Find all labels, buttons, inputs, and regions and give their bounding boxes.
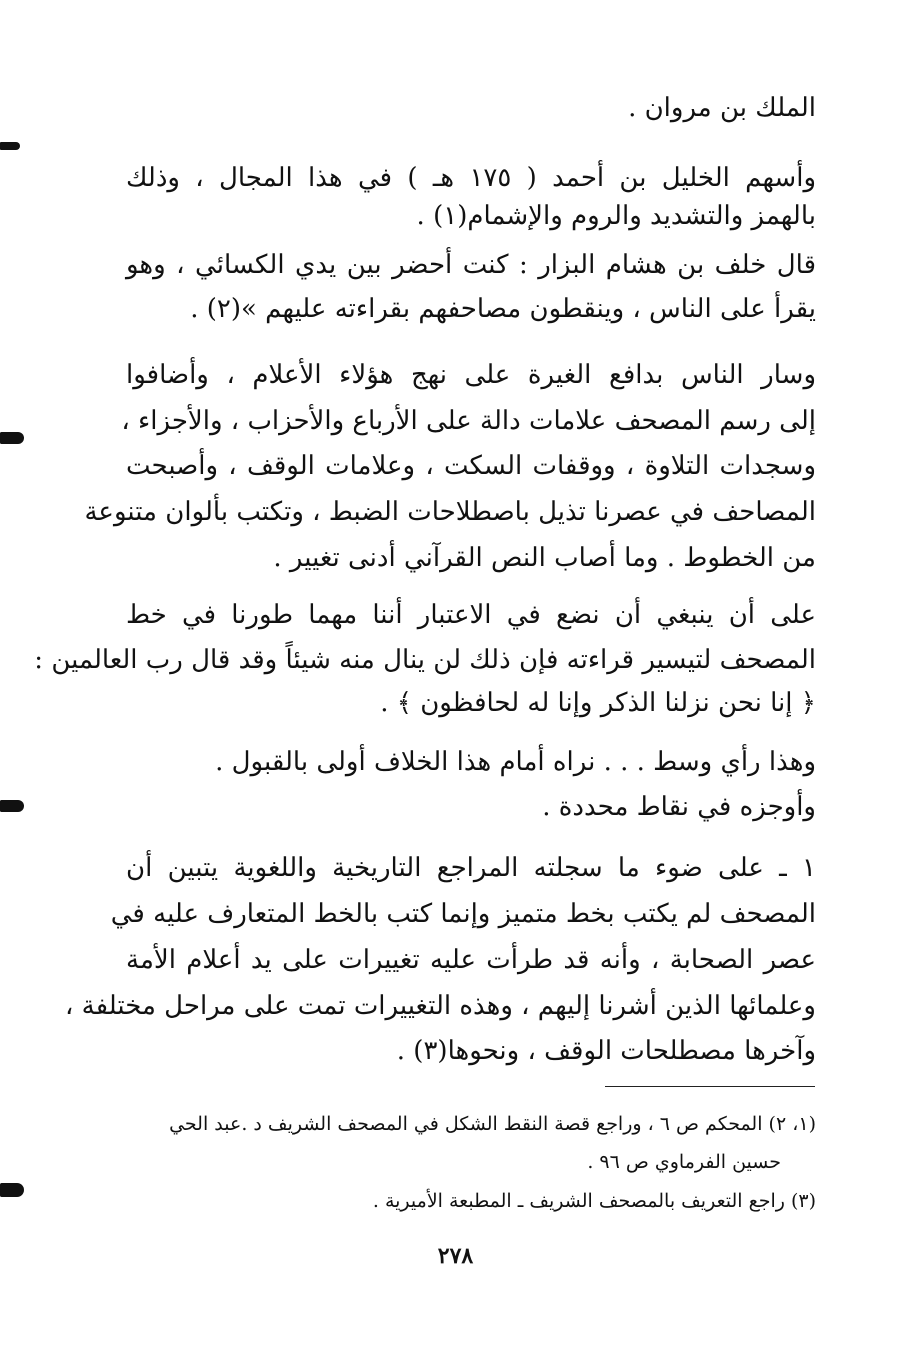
- footnote-1-line-1: (١، ٢) المحكم ص ٦ ، وراجع قصة النقط الشكل في المصحف الشريف د .عبد الحي: [169, 1113, 816, 1135]
- quran-verse: ﴿ إنا نحن نزلنا الذكر وإنا له لحافظون ﴾ .: [380, 688, 816, 718]
- text-line: إلى رسم المصحف علامات دالة على الأرباع والأحزاب ، والأجزاء ،: [121, 406, 816, 436]
- text-line: وأوجزه في نقاط محددة .: [542, 792, 816, 822]
- text-line: الملك بن مروان .: [628, 93, 816, 123]
- text-line: المصحف لتيسير قراءته فإن ذلك لن ينال منه شيئاً وقد قال رب العالمين :: [34, 645, 816, 675]
- scan-edge-mark: [0, 1183, 24, 1197]
- text-line: المصاحف في عصرنا تذيل باصطلاحات الضبط ، وتكتب بألوان متنوعة: [84, 497, 816, 527]
- footnote-3: (٣) راجع التعريف بالمصحف الشريف ـ المطبعة الأميرية .: [372, 1190, 816, 1212]
- text-line: يقرأ على الناس ، وينقطون مصاحفهم بقراءته عليهم »(٢) .: [190, 294, 816, 324]
- text-line: وعلمائها الذين أشرنا إليهم ، وهذه التغييرات تمت على مراحل مختلفة ،: [65, 991, 816, 1021]
- page-number: ٢٧٨: [437, 1243, 474, 1269]
- text-line: وآخرها مصطلحات الوقف ، ونحوها(٣) .: [396, 1036, 816, 1066]
- text-line: وسار الناس بدافع الغيرة على نهج هؤلاء الأعلام ، وأضافوا: [126, 360, 816, 390]
- scan-edge-mark: [0, 142, 20, 150]
- text-line: وسجدات التلاوة ، ووقفات السكت ، وعلامات الوقف ، وأصبحت: [126, 451, 816, 481]
- text-line: وأسهم الخليل بن أحمد ( ١٧٥ هـ ) في هذا المجال ، وذلك: [126, 163, 816, 193]
- text-line: قال خلف بن هشام البزار : كنت أحضر بين يدي الكسائي ، وهو: [126, 250, 816, 280]
- footnote-1-line-2: حسين الفرماوي ص ٩٦ .: [587, 1151, 781, 1173]
- text-line: على أن ينبغي أن نضع في الاعتبار أننا مهما طورنا في خط: [126, 600, 816, 630]
- text-line: المصحف لم يكتب بخط متميز وإنما كتب بالخط المتعارف عليه في: [110, 899, 816, 929]
- text-line: من الخطوط . وما أصاب النص القرآني أدنى تغيير .: [273, 543, 816, 573]
- text-line: وهذا رأي وسط . . . نراه أمام هذا الخلاف أولى بالقبول .: [215, 747, 816, 777]
- text-line: عصر الصحابة ، وأنه قد طرأت عليه تغييرات على يد أعلام الأمة: [126, 945, 816, 975]
- footnote-divider: [605, 1086, 815, 1087]
- text-line: ١ ـ على ضوء ما سجلته المراجع التاريخية واللغوية يتبين أن: [126, 853, 816, 883]
- scan-edge-mark: [0, 432, 24, 444]
- scan-edge-mark: [0, 800, 24, 812]
- text-line: بالهمز والتشديد والروم والإشمام(١) .: [416, 201, 816, 231]
